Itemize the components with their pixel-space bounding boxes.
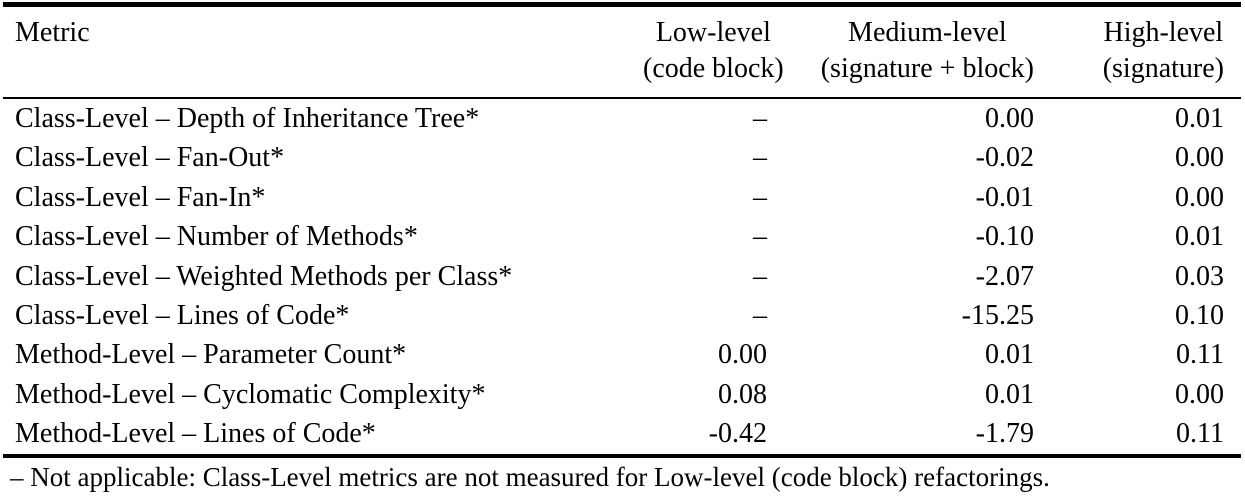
medium-level-cell: -1.79 [975,418,1034,450]
high-level-cell: 0.00 [1175,181,1224,213]
col-header-medium-level [767,5,1034,99]
table-row [3,375,1241,414]
col-header-low-level [643,5,784,99]
high-level-cell: 0.10 [1175,300,1224,332]
medium-level-cell: -15.25 [961,300,1034,332]
low-level-cell: – [753,103,767,134]
medium-level-cell: 0.01 [985,339,1034,371]
col-header-low-level-line1: Low-level [655,17,771,48]
header-row [3,5,1241,99]
metrics-table [3,2,1241,458]
col-header-medium-level-stack [821,15,1034,87]
metric-cell: Class-Level – Fan-Out* [15,142,285,174]
table-header [3,5,1241,99]
table-row [3,296,1241,335]
high-level-cell: 0.11 [1176,418,1224,450]
medium-level-cell: -0.01 [975,181,1034,213]
high-level-cell: 0.01 [1175,221,1224,253]
metrics-table-container [3,0,1241,496]
low-level-cell: – [753,260,767,292]
high-level-cell: 0.00 [1175,378,1224,410]
high-level-cell: 0.00 [1175,142,1224,174]
low-level-cell: – [753,300,767,332]
col-header-high-level-stack [1103,15,1224,87]
metric-cell: Method-Level – Cyclomatic Complexity* [15,378,486,410]
low-level-cell: – [753,181,767,213]
metric-cell: Class-Level – Depth of Inheritance Tree* [15,103,480,134]
col-header-high-level [1034,5,1241,99]
medium-level-cell: -0.10 [975,221,1034,253]
table-row [3,98,1241,138]
table-row [3,178,1241,217]
medium-level-cell: 0.00 [985,103,1034,134]
high-level-cell: 0.11 [1176,339,1224,371]
metric-cell: Class-Level – Fan-In* [15,181,266,213]
metrics-table-body [3,98,1241,456]
col-header-low-level-stack [643,15,784,87]
metric-cell: Class-Level – Lines of Code* [15,300,350,332]
medium-level-cell: 0.01 [985,378,1034,410]
metric-cell: Class-Level – Number of Methods* [15,221,418,253]
col-header-metric: Metric [3,5,643,99]
medium-level-cell: -2.07 [975,260,1034,292]
low-level-cell: – [753,221,767,253]
table-row [3,217,1241,256]
col-header-high-level-line2: (signature) [1102,53,1224,84]
table-footnote: – Not applicable: Class-Level metrics are not measured for Low-level (code block) refactorings. [10,461,1050,492]
table-row [3,138,1241,177]
col-header-medium-level-line2: (signature + block) [820,53,1034,84]
table-row [3,257,1241,296]
medium-level-cell: -0.02 [975,142,1034,174]
low-level-cell: 0.08 [718,378,767,410]
low-level-cell: -0.42 [708,418,767,450]
high-level-cell: 0.03 [1175,260,1224,292]
table-row [3,335,1241,374]
low-level-cell: – [753,142,767,174]
metric-cell: Method-Level – Parameter Count* [15,339,407,371]
high-level-cell: 0.01 [1175,103,1224,134]
metric-cell: Method-Level – Lines of Code* [15,418,376,450]
col-header-low-level-line2: (code block) [643,53,784,84]
table-row [3,414,1241,455]
low-level-cell: 0.00 [718,339,767,371]
col-header-medium-level-line1: Medium-level [848,17,1007,48]
metric-cell: Class-Level – Weighted Methods per Class* [15,260,513,292]
col-header-high-level-line1: High-level [1103,17,1224,48]
